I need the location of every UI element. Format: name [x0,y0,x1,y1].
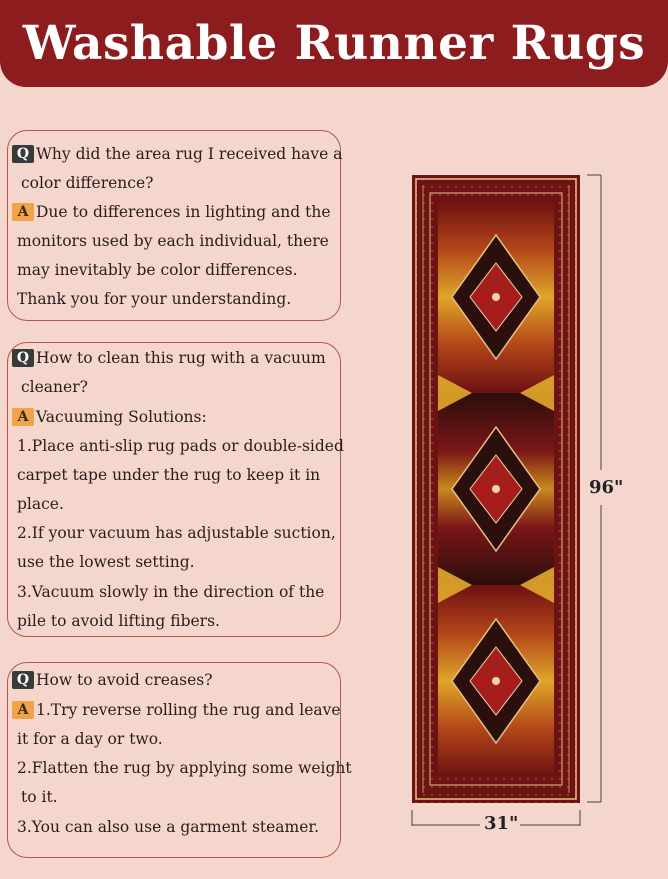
faq-question-line: Q How to clean this rug with a vacuum [12,349,326,367]
question-badge: Q [12,349,34,367]
faq-card-color-difference [7,130,341,321]
faq-card-vacuum [7,342,344,637]
rug-pattern [412,175,580,803]
faq-card-creases [7,662,352,858]
faq-answer-line: 2.Flatten the rug by applying some weight [17,759,352,777]
question-badge: Q [12,145,34,163]
faq-answer-line: 2.If your vacuum has adjustable suction, [17,524,336,542]
faq-question-line: Q How to avoid creases? [12,671,213,689]
faq-answer-line: pile to avoid lifting fibers. [17,612,220,630]
faq-answer-line: monitors used by each individual, there [17,232,329,250]
faq-answer-line: 3.Vacuum slowly in the direction of the [17,583,325,601]
page-title: Washable Runner Rugs [22,16,646,71]
answer-badge: A [12,203,34,221]
faq-question-line: cleaner? [21,378,88,396]
faq-answer-line: use the lowest setting. [17,553,195,571]
faq-answer-line: A Vacuuming Solutions: [12,408,207,426]
page-header [0,0,668,87]
faq-answer-line: it for a day or two. [17,730,163,748]
faq-answer-line: Thank you for your understanding. [17,290,292,308]
width-label: 31" [484,813,519,834]
runner-rug-image [412,175,580,803]
faq-answer-line: place. [17,495,64,513]
faq-question-line: Q Why did the area rug I received have a [12,145,342,163]
answer-badge: A [12,701,34,719]
question-badge: Q [12,671,34,689]
faq-answer-line: A 1.Try reverse rolling the rug and leave [12,701,341,719]
faq-question-line: color difference? [21,174,154,192]
faq-answer-line: carpet tape under the rug to keep it in [17,466,321,484]
answer-badge: A [12,408,34,426]
length-label: 96" [589,477,624,498]
faq-answer-line: 3.You can also use a garment steamer. [17,818,320,836]
faq-answer-line: A Due to differences in lighting and the [12,203,331,221]
faq-answer-line: 1.Place anti-slip rug pads or double-sided [17,437,344,455]
faq-answer-line: may inevitably be color differences. [17,261,298,279]
faq-answer-line: to it. [21,788,58,806]
